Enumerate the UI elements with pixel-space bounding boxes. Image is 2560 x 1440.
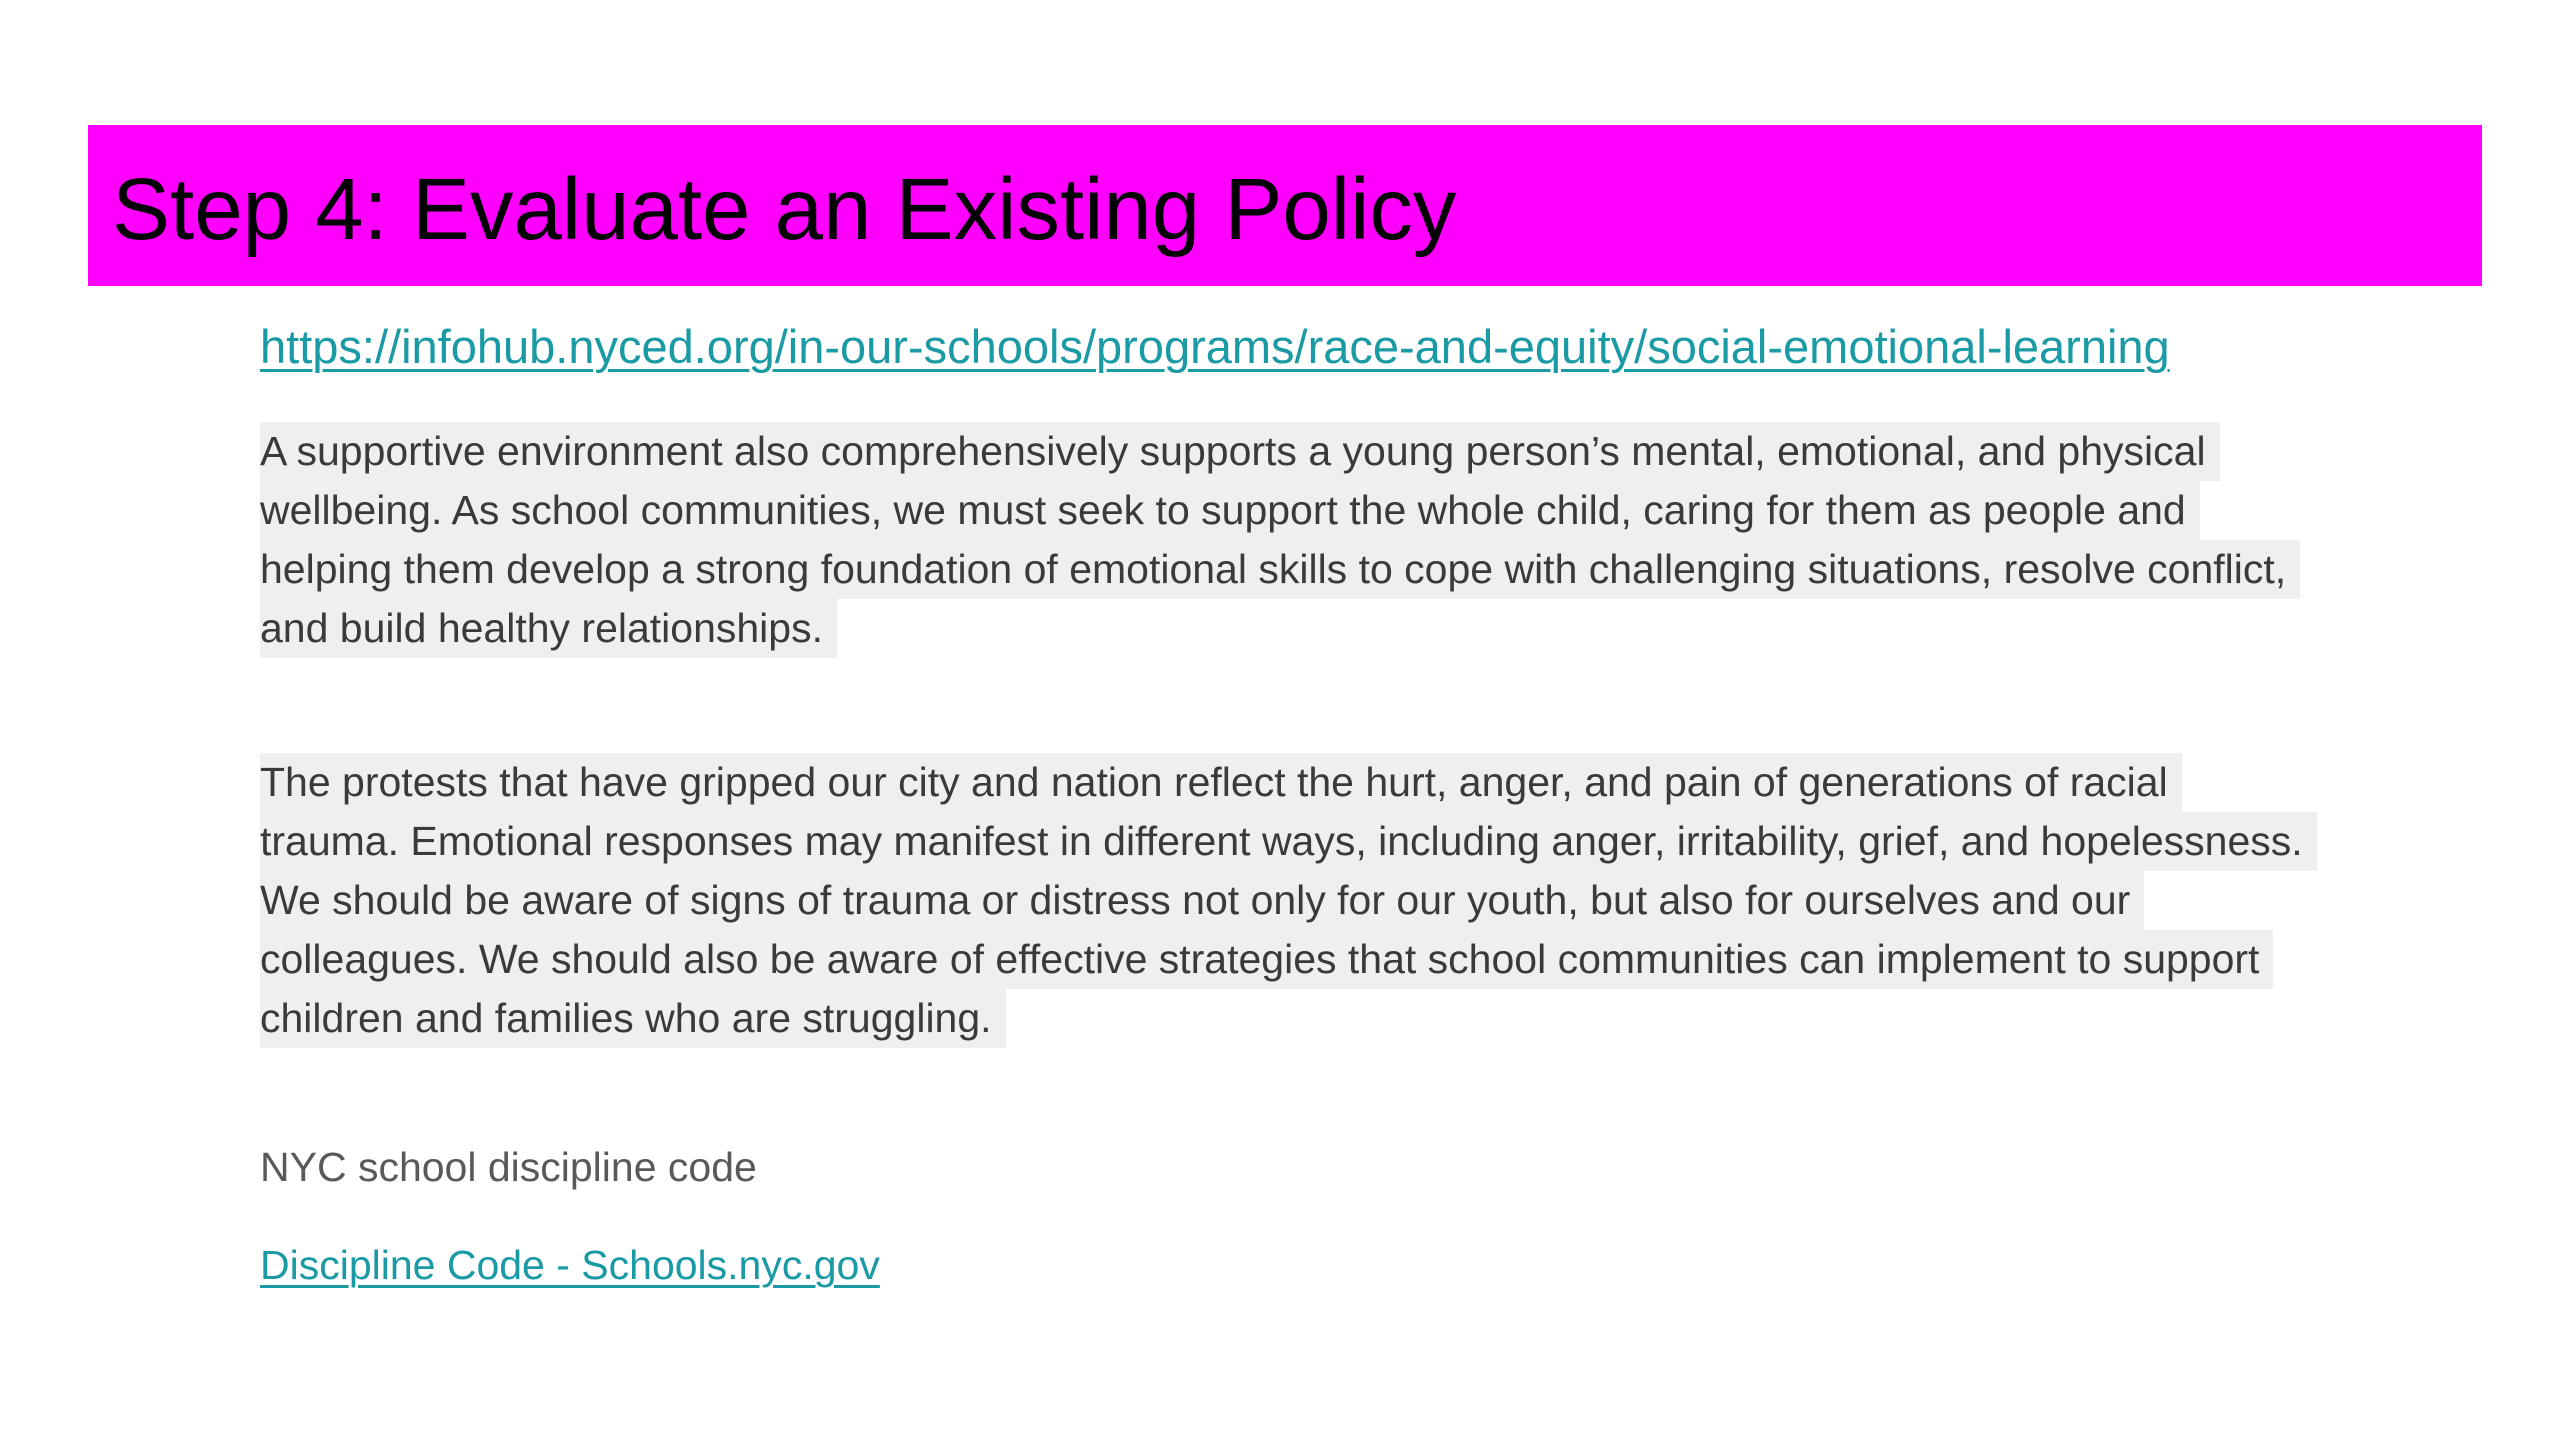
social-emotional-learning-link[interactable]: https://infohub.nyced.org/in-our-schools/programs/race-and-equity/social-emotional-learning	[260, 320, 2170, 373]
paragraph-line: and build healthy relationships.	[260, 599, 837, 658]
slide-title: Step 4: Evaluate an Existing Policy	[112, 161, 1457, 258]
title-banner	[88, 125, 2482, 286]
paragraph-line: helping them develop a strong foundation of emotional skills to cope with challenging situations, resolve conflict,	[260, 540, 2300, 599]
paragraph-line: children and families who are struggling.	[260, 989, 1006, 1048]
discipline-code-label: NYC school discipline code	[260, 1144, 757, 1190]
paragraph-line: We should be aware of signs of trauma or distress not only for our youth, but also for ourselves and our	[260, 871, 2144, 930]
slide-content	[260, 318, 2420, 1293]
paragraph-line: trauma. Emotional responses may manifest in different ways, including anger, irritability, grief, and hopelessness.	[260, 812, 2317, 871]
paragraph-line: colleagues. We should also be aware of effective strategies that school communities can implement to support	[260, 930, 2273, 989]
paragraph-protests	[260, 753, 2420, 1048]
paragraph-line: A supportive environment also comprehensively supports a young person’s mental, emotional, and physical	[260, 422, 2220, 481]
paragraph-line: The protests that have gripped our city and nation reflect the hurt, anger, and pain of generations of racial	[260, 753, 2182, 812]
discipline-code-link[interactable]: Discipline Code - Schools.nyc.gov	[260, 1242, 880, 1288]
paragraph-line: wellbeing. As school communities, we must seek to support the whole child, caring for them as people and	[260, 481, 2200, 540]
paragraph-supportive-environment	[260, 422, 2420, 658]
